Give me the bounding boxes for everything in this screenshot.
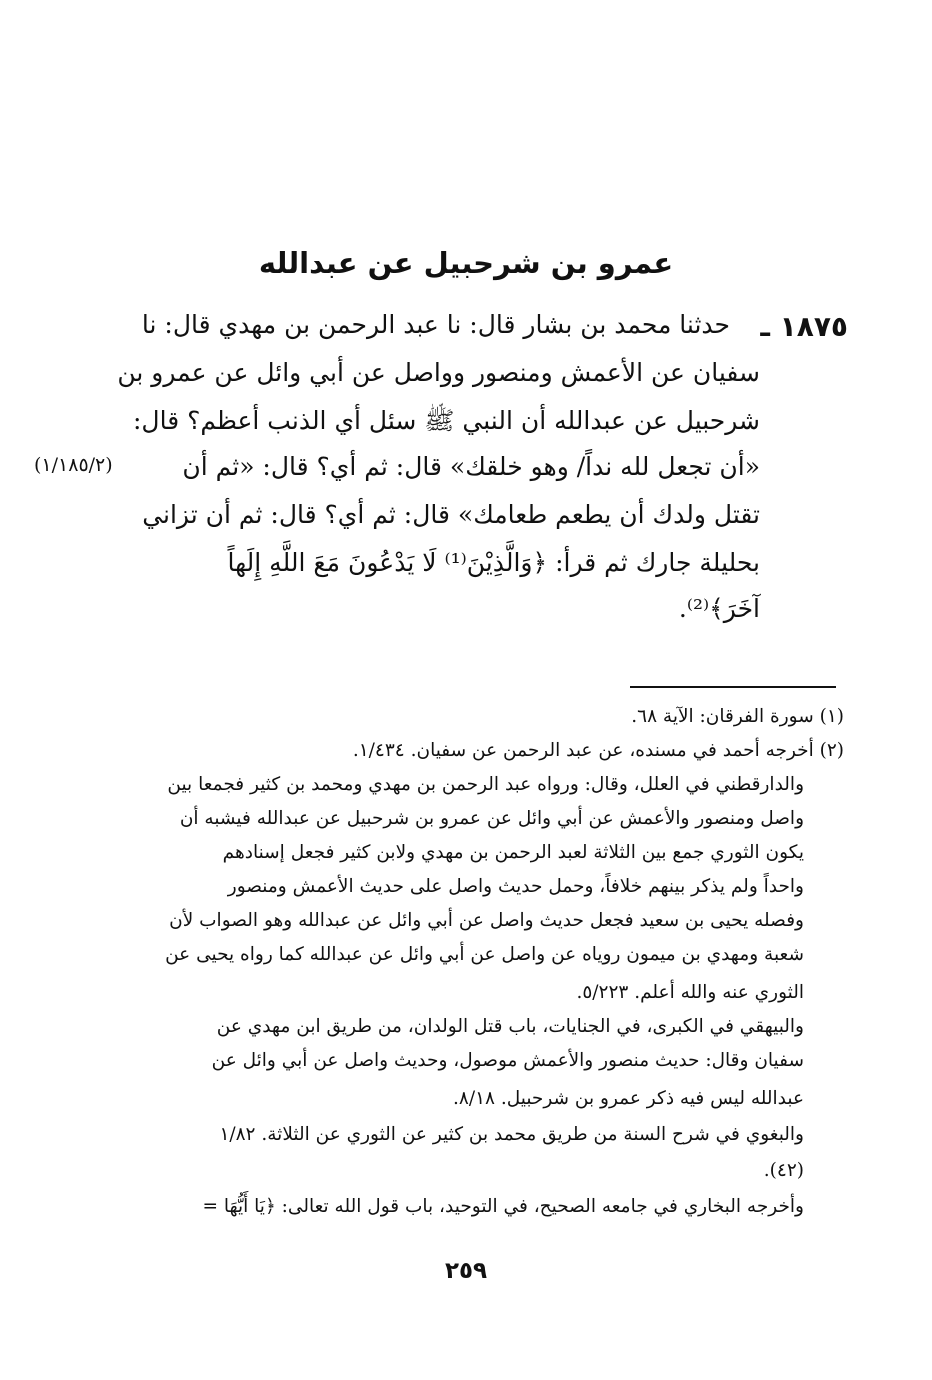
- footnote-line: (٤٢).: [763, 1160, 804, 1181]
- hadith-line: حدثنا محمد بن بشار قال: نا عبد الرحمن بن مهدي قال: نا: [141, 310, 730, 339]
- footnote-line: والدارقطني في العلل، وقال: ورواه عبد الرحمن بن مهدي ومحمد بن كثير فجمعا بين: [167, 774, 804, 795]
- hadith-line: تقتل ولدك أن يطعم طعامك» قال: ثم أي؟ قال: ثم أن تزاني: [142, 500, 760, 529]
- footnote-line: الثوري عنه والله أعلم. ٥/٢٢٣.: [576, 982, 804, 1003]
- footnote-line: عبدالله ليس فيه ذكر عمرو بن شرحبيل. ٨/١٨.: [453, 1088, 804, 1109]
- footnote-line: والبغوي في شرح السنة من طريق محمد بن كثير عن الثوري عن الثلاثة. ١/٨٢: [219, 1124, 804, 1145]
- footnote-divider: [630, 686, 836, 688]
- footnote-line: شعبة ومهدي بن ميمون روياه عن واصل عن أبي وائل عن عبدالله كما رواه يحيى عن: [165, 944, 804, 965]
- margin-reference: (١/١٨٥/٢): [34, 454, 113, 476]
- footnote-line: واحداً ولم يذكر بينهم خلافاً، وحمل حديث واصل على حديث الأعمش ومنصور: [227, 876, 804, 897]
- page-number: ٢٥٩: [444, 1258, 488, 1284]
- hadith-number: ١٨٧٥ ـ: [760, 310, 848, 343]
- footnote-line: وفصله يحيى بن سعيد فجعل حديث واصل عن أبي وائل عن عبدالله وهو الصواب لأن: [169, 910, 804, 931]
- footnote-line: (٢) أخرجه أحمد في مسنده، عن عبد الرحمن عن سفيان. ١/٤٣٤.: [352, 740, 844, 761]
- hadith-line: بحليلة جارك ثم قرأ: ﴿وَالَّذِيْنَ⁽¹⁾ لَا يَدْعُونَ مَعَ اللَّهِ إِلَهاً: [227, 548, 760, 577]
- hadith-line: «أن تجعل لله نداً/ وهو خلقك» قال: ثم أي؟ قال: «ثم أن: [182, 452, 760, 481]
- footnote-line: سفيان وقال: حديث منصور والأعمش موصول، وحديث واصل عن أبي وائل عن: [211, 1050, 804, 1071]
- footnote-line: وأخرجه البخاري في جامعه الصحيح، في التوحيد، باب قول الله تعالى: ﴿يَا أَيُّهَا =: [202, 1196, 804, 1217]
- footnote-line: والبيهقي في الكبرى، في الجنايات، باب قتل الولدان، من طريق ابن مهدي عن: [216, 1016, 804, 1037]
- hadith-line: آخَرَ﴾⁽²⁾.: [678, 594, 760, 623]
- hadith-line: سفيان عن الأعمش ومنصور وواصل عن أبي وائل عن عمرو بن: [117, 358, 760, 387]
- footnote-line: (١) سورة الفرقان: الآية ٦٨.: [631, 706, 844, 727]
- chapter-title: عمرو بن شرحبيل عن عبدالله: [258, 246, 674, 280]
- hadith-line: شرحبيل عن عبدالله أن النبي ﷺ سئل أي الذنب أعظم؟ قال:: [132, 406, 760, 435]
- footnote-line: واصل ومنصور والأعمش عن أبي وائل عن عمرو بن شرحبيل عن عبدالله فيشبه أن: [179, 808, 804, 829]
- footnote-line: يكون الثوري جمع بين الثلاثة لعبد الرحمن بن مهدي ولابن كثير فجعل إسنادهم: [222, 842, 804, 863]
